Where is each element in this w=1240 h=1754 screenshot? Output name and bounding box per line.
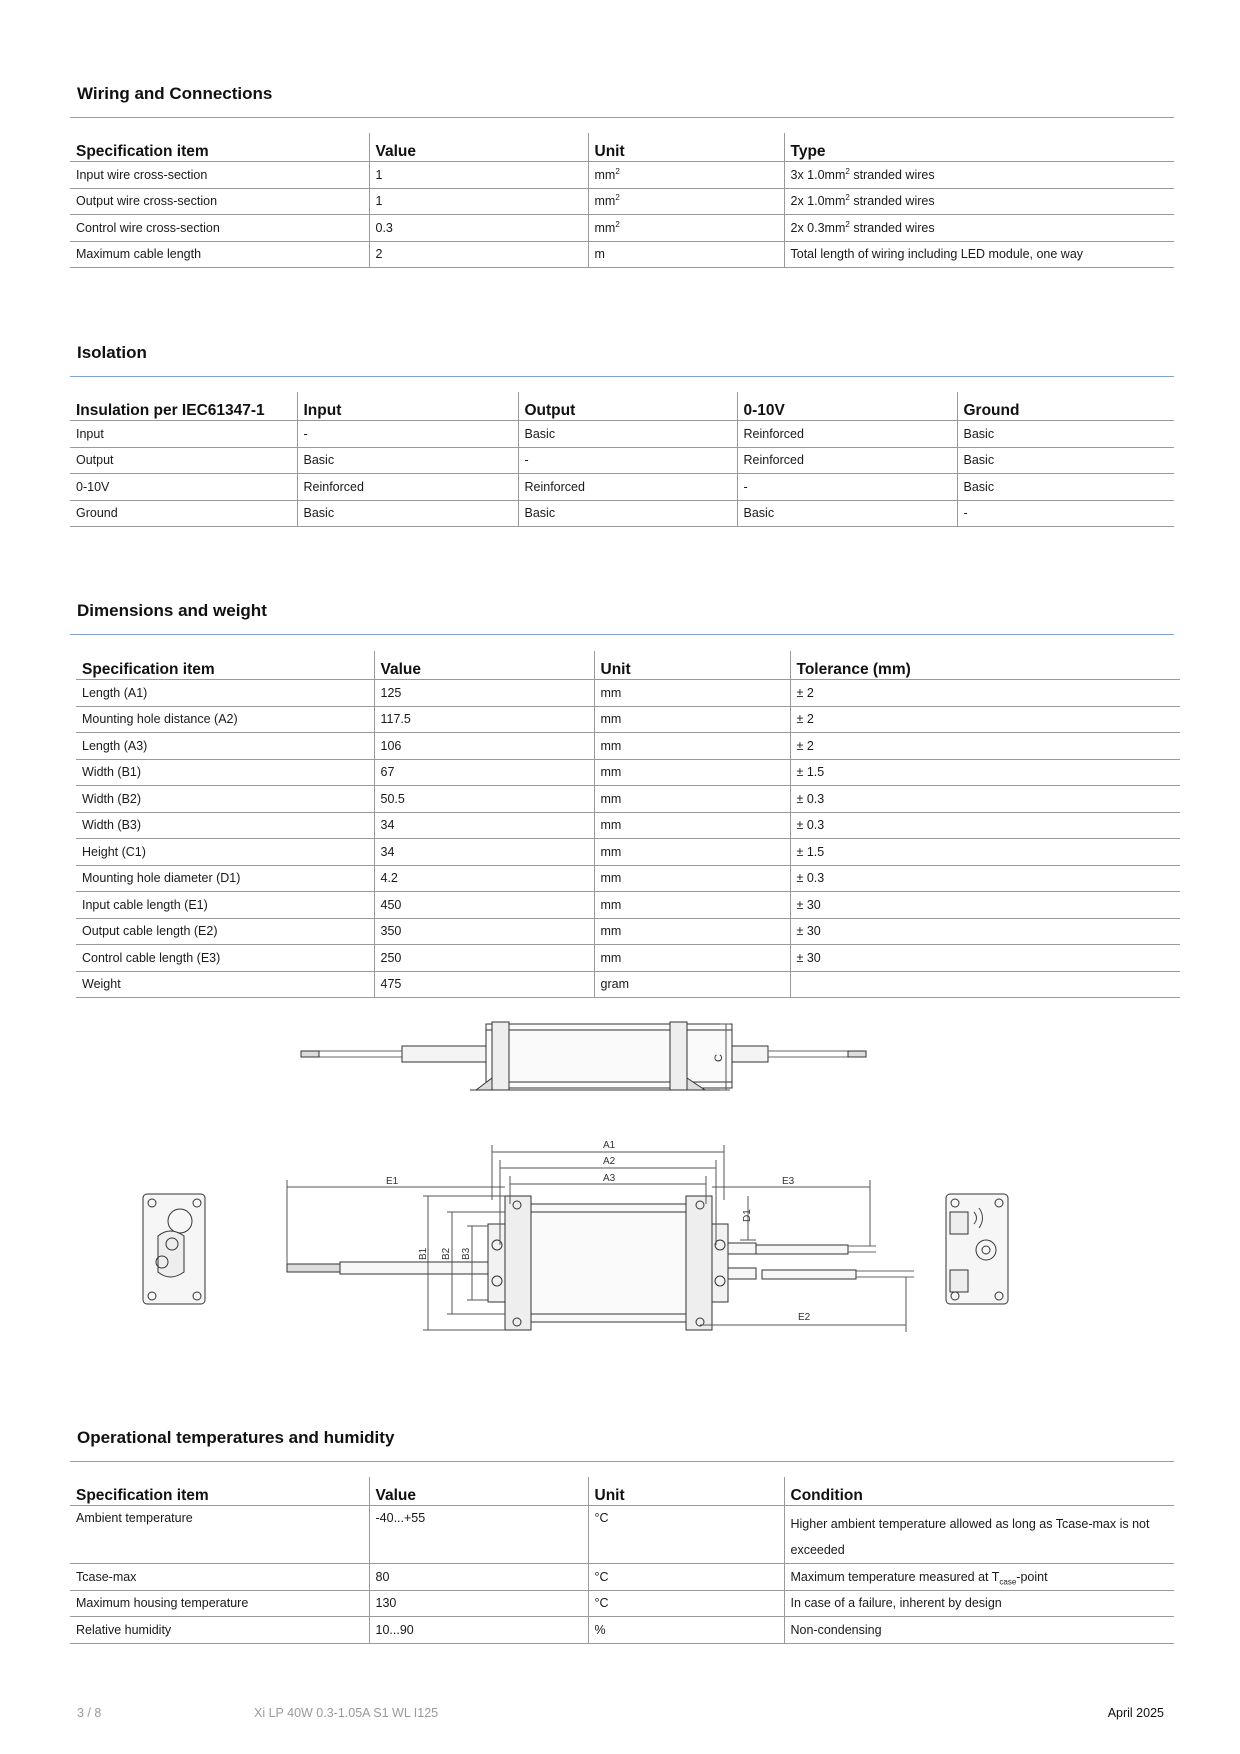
condition-text: Maximum temperature measured at T <box>790 1569 1000 1584</box>
temp-cell-value: 80 <box>369 1564 588 1591</box>
table-row <box>70 1590 1174 1617</box>
wiring-cell-value: 1 <box>369 162 588 189</box>
dim-cell-tolerance: ± 2 <box>790 706 1180 733</box>
dim-cell-tolerance: ± 0.3 <box>790 812 1180 839</box>
dimensions-section-title: Dimensions and weight <box>77 601 267 620</box>
dim-cell-tolerance: ± 1.5 <box>790 759 1180 786</box>
dim-cell-value: 106 <box>374 733 594 760</box>
temp-cell-item: Ambient temperature <box>70 1506 369 1564</box>
isolation-cell: Reinforced <box>737 447 957 474</box>
isolation-cell: Reinforced <box>518 474 737 501</box>
dim-cell-value: 4.2 <box>374 865 594 892</box>
dim-cell-tolerance: ± 1.5 <box>790 839 1180 866</box>
temp-cell-condition <box>784 1590 1174 1617</box>
isolation-row-label: Input <box>70 421 297 448</box>
wiring-cell-value: 0.3 <box>369 215 588 242</box>
left-end-view <box>143 1194 205 1304</box>
dim-cell-value: 450 <box>374 892 594 919</box>
dim-cell-value: 125 <box>374 680 594 707</box>
isolation-header-0-10v: 0-10V <box>737 392 957 421</box>
label-b3: B3 <box>461 1247 472 1260</box>
unit-text: m <box>594 247 605 262</box>
condition-text-tail: -point <box>1016 1569 1048 1584</box>
dim-cell-tolerance: ± 2 <box>790 733 1180 760</box>
unit-superscript: 2 <box>615 166 620 176</box>
dim-cell-item: Width (B3) <box>76 812 374 839</box>
isolation-section-title: Isolation <box>77 343 147 362</box>
isolation-cell: - <box>957 500 1174 527</box>
label-e1: E1 <box>386 1176 399 1187</box>
dim-cell-item: Input cable length (E1) <box>76 892 374 919</box>
isolation-cell: - <box>297 421 518 448</box>
dim-cell-unit: gram <box>594 971 790 998</box>
temp-cell-value: -40...+55 <box>369 1506 588 1564</box>
dim-cell-tolerance: ± 2 <box>790 680 1180 707</box>
isolation-cell: Basic <box>957 421 1174 448</box>
type-text: Total length of wiring including LED module, one way <box>790 247 1084 262</box>
isolation-cell: Basic <box>518 500 737 527</box>
temp-cell-value: 130 <box>369 1590 588 1617</box>
isolation-cell: Reinforced <box>297 474 518 501</box>
isolation-header-input: Input <box>297 392 518 421</box>
temp-cell-value: 10...90 <box>369 1617 588 1644</box>
temperatures-table <box>70 1477 1174 1644</box>
type-text: 2x 0.3mm <box>790 220 846 235</box>
dim-cell-item: Width (B1) <box>76 759 374 786</box>
dim-cell-item: Control cable length (E3) <box>76 945 374 972</box>
type-superscript: 2 <box>845 166 850 176</box>
wiring-cell-value: 2 <box>369 241 588 268</box>
condition-text: In case of a failure, inherent by design <box>790 1596 1002 1611</box>
dim-cell-value: 67 <box>374 759 594 786</box>
label-e3: E3 <box>782 1176 795 1187</box>
isolation-cell: - <box>737 474 957 501</box>
temp-cell-condition <box>784 1564 1174 1591</box>
isolation-header-ground: Ground <box>957 392 1174 421</box>
dim-cell-value: 250 <box>374 945 594 972</box>
temperatures-header-value: Value <box>369 1477 588 1506</box>
isolation-cell: Reinforced <box>737 421 957 448</box>
unit-text: mm <box>594 220 616 235</box>
dim-cell-value: 117.5 <box>374 706 594 733</box>
dim-cell-item: Mounting hole distance (A2) <box>76 706 374 733</box>
temp-cell-unit: °C <box>588 1564 784 1591</box>
dimensions-header-item: Specification item <box>76 651 374 680</box>
condition-text: Higher ambient temperature allowed as long as Tcase-max is not exceeded <box>790 1517 1150 1557</box>
dim-cell-item: Width (B2) <box>76 786 374 813</box>
wiring-cell-item: Control wire cross-section <box>70 215 369 242</box>
dim-cell-value: 50.5 <box>374 786 594 813</box>
dim-cell-item: Mounting hole diameter (D1) <box>76 865 374 892</box>
temperatures-section-title: Operational temperatures and humidity <box>77 1428 395 1447</box>
temp-cell-unit: °C <box>588 1590 784 1617</box>
temp-cell-unit: % <box>588 1617 784 1644</box>
condition-subscript: case <box>999 1577 1017 1587</box>
unit-text: mm <box>594 167 616 182</box>
dimensions-header-value: Value <box>374 651 594 680</box>
footer-page-number: 3 / 8 <box>77 1706 102 1720</box>
temp-cell-condition <box>784 1506 1174 1564</box>
wiring-cell-value: 1 <box>369 188 588 215</box>
dimensions-header-tolerance: Tolerance (mm) <box>790 651 1180 680</box>
dim-cell-value: 34 <box>374 839 594 866</box>
wiring-header-item: Specification item <box>70 133 369 162</box>
condition-text: Non-condensing <box>790 1622 882 1637</box>
label-c: C <box>713 1054 725 1062</box>
footer-date: April 2025 <box>1107 1706 1164 1720</box>
dim-cell-unit: mm <box>594 839 790 866</box>
dim-cell-unit: mm <box>594 918 790 945</box>
dim-cell-value: 475 <box>374 971 594 998</box>
dim-cell-item: Length (A3) <box>76 733 374 760</box>
dim-cell-unit: mm <box>594 786 790 813</box>
side-view <box>301 1022 866 1090</box>
isolation-header-insulation: Insulation per IEC61347-1 <box>70 392 297 421</box>
temp-cell-item: Relative humidity <box>70 1617 369 1644</box>
dim-cell-item: Length (A1) <box>76 680 374 707</box>
table-row <box>70 1617 1174 1644</box>
temp-cell-unit: °C <box>588 1506 784 1564</box>
dim-cell-unit: mm <box>594 812 790 839</box>
type-text-tail: stranded wires <box>849 220 935 235</box>
isolation-cell: Basic <box>957 447 1174 474</box>
dim-cell-tolerance: ± 0.3 <box>790 786 1180 813</box>
isolation-row-label: Output <box>70 447 297 474</box>
unit-text: mm <box>594 194 616 209</box>
dim-cell-tolerance: ± 30 <box>790 918 1180 945</box>
label-a1: A1 <box>603 1140 616 1151</box>
dim-cell-unit: mm <box>594 892 790 919</box>
label-e2: E2 <box>798 1312 811 1323</box>
label-b1: B1 <box>418 1247 429 1260</box>
isolation-cell: - <box>518 447 737 474</box>
wiring-cell-item: Input wire cross-section <box>70 162 369 189</box>
label-a2: A2 <box>603 1156 616 1167</box>
top-view <box>287 1140 914 1332</box>
unit-superscript: 2 <box>615 219 620 229</box>
type-text-tail: stranded wires <box>849 194 935 209</box>
dim-cell-item: Weight <box>76 971 374 998</box>
dim-cell-item: Output cable length (E2) <box>76 918 374 945</box>
type-text: 2x 1.0mm <box>790 194 846 209</box>
dim-cell-unit: mm <box>594 759 790 786</box>
isolation-cell: Basic <box>297 500 518 527</box>
wiring-section-title: Wiring and Connections <box>77 84 273 103</box>
isolation-cell: Basic <box>957 474 1174 501</box>
isolation-header-output: Output <box>518 392 737 421</box>
isolation-row-label: Ground <box>70 500 297 527</box>
label-d1: D1 <box>742 1209 753 1222</box>
type-text-tail: stranded wires <box>849 167 935 182</box>
unit-superscript: 2 <box>615 193 620 203</box>
isolation-row-label: 0-10V <box>70 474 297 501</box>
dim-cell-unit: mm <box>594 945 790 972</box>
type-superscript: 2 <box>845 219 850 229</box>
dim-cell-value: 34 <box>374 812 594 839</box>
temp-cell-item: Tcase-max <box>70 1564 369 1591</box>
temperatures-header-row <box>70 1477 1174 1506</box>
dim-cell-unit: mm <box>594 680 790 707</box>
footer-product-name: Xi LP 40W 0.3-1.05A S1 WL I125 <box>254 1706 439 1720</box>
dim-cell-item: Height (C1) <box>76 839 374 866</box>
table-row <box>70 1564 1174 1591</box>
dim-cell-value: 350 <box>374 918 594 945</box>
dim-cell-tolerance: ± 30 <box>790 945 1180 972</box>
dimensions-header-unit: Unit <box>594 651 790 680</box>
wiring-cell-item: Maximum cable length <box>70 241 369 268</box>
right-end-view <box>946 1194 1008 1304</box>
isolation-cell: Basic <box>737 500 957 527</box>
wiring-header-type: Type <box>784 133 1174 162</box>
type-superscript: 2 <box>845 193 850 203</box>
isolation-cell: Basic <box>297 447 518 474</box>
temperatures-header-item: Specification item <box>70 1477 369 1506</box>
wiring-header-unit: Unit <box>588 133 784 162</box>
dim-cell-tolerance: ± 0.3 <box>790 865 1180 892</box>
temperatures-header-unit: Unit <box>588 1477 784 1506</box>
type-text: 3x 1.0mm <box>790 167 846 182</box>
dim-cell-unit: mm <box>594 706 790 733</box>
wiring-cell-item: Output wire cross-section <box>70 188 369 215</box>
label-b2: B2 <box>441 1247 452 1260</box>
dim-cell-tolerance: ± 30 <box>790 892 1180 919</box>
isolation-cell: Basic <box>518 421 737 448</box>
wiring-header-value: Value <box>369 133 588 162</box>
dim-cell-unit: mm <box>594 733 790 760</box>
temp-cell-condition <box>784 1617 1174 1644</box>
dim-cell-unit: mm <box>594 865 790 892</box>
temp-cell-item: Maximum housing temperature <box>70 1590 369 1617</box>
table-row <box>70 1506 1174 1564</box>
temperatures-header-condition: Condition <box>784 1477 1174 1506</box>
label-a3: A3 <box>603 1173 616 1184</box>
temperatures-section-rule <box>70 1461 1174 1462</box>
